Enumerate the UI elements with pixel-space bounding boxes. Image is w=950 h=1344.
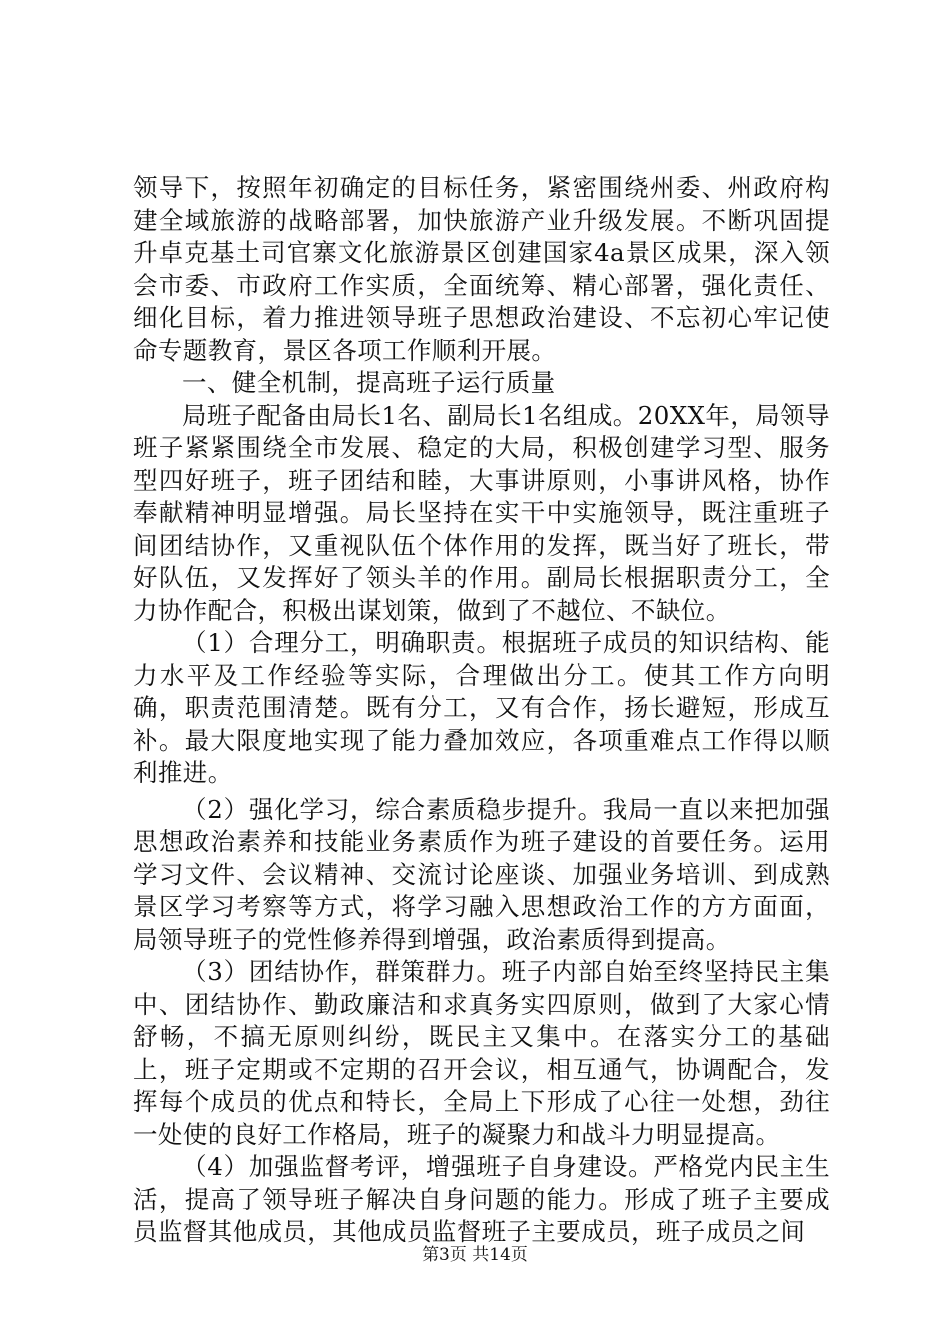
paragraph-item-1: （1）合理分工，明确职责。根据班子成员的知识结构、能力水平及工作经验等实际，合理做出分工。使其工作方向明确，职责范围清楚。既有分工，又有合作，扬长避短，形成互补。最大限度地实现了能力叠加效应，各项重难点工作得以顺利推进。: [133, 628, 830, 787]
document-body: [133, 172, 830, 1249]
paragraph-item-3: （3）团结协作，群策群力。班子内部自始至终坚持民主集中、团结协作、勤政廉洁和求真务实四原则，做到了大家心情舒畅，不搞无原则纠纷，既民主又集中。在落实分工的基础上，班子定期或不定期的召开会议，相互通气，协调配合，发挥每个成员的优点和特长，全局上下形成了心往一处想，劲往一处使的良好工作格局，班子的凝聚力和战斗力明显提高。: [133, 957, 830, 1149]
paragraph-intro: 领导下，按照年初确定的目标任务，紧密围绕州委、州政府构建全域旅游的战略部署，加快旅游产业升级发展。不断巩固提升卓克基土司官寨文化旅游景区创建国家4a景区成果，深入领会市委、市政府工作实质，全面统筹、精心部署，强化责任、细化目标，着力推进领导班子思想政治建设、不忘初心牢记使命专题教育，景区各项工作顺利开展。: [133, 173, 830, 365]
section-heading-1: 一、健全机制，提高班子运行质量: [182, 368, 556, 397]
paragraph-team-composition: 局班子配备由局长1名、副局长1名组成。20XX年，局领导班子紧紧围绕全市发展、稳定的大局，积极创建学习型、服务型四好班子，班子团结和睦，大事讲原则，小事讲风格，协作奉献精神明显增强。局长坚持在实干中实施领导，既注重班子间团结协作，又重视队伍个体作用的发挥，既当好了班长，带好队伍，又发挥好了领头羊的作用。副局长根据职责分工，全力协作配合，积极出谋划策，做到了不越位、不缺位。: [133, 400, 830, 625]
paragraph-item-2: （2）强化学习，综合素质稳步提升。我局一直以来把加强思想政治素养和技能业务素质作为班子建设的首要任务。运用学习文件、会议精神、交流讨论座谈、加强业务培训、到成熟景区学习考察等方式，将学习融入思想政治工作的方方面面，局领导班子的党性修养得到增强，政治素质得到提高。: [133, 794, 830, 954]
paragraph-item-4: （4）加强监督考评，增强班子自身建设。严格党内民主生活，提高了领导班子解决自身问题的能力。形成了班子主要成员监督其他成员，其他成员监督班子主要成员，班子成员之间: [133, 1152, 830, 1246]
page-footer: 第3页 共14页: [422, 1245, 528, 1265]
